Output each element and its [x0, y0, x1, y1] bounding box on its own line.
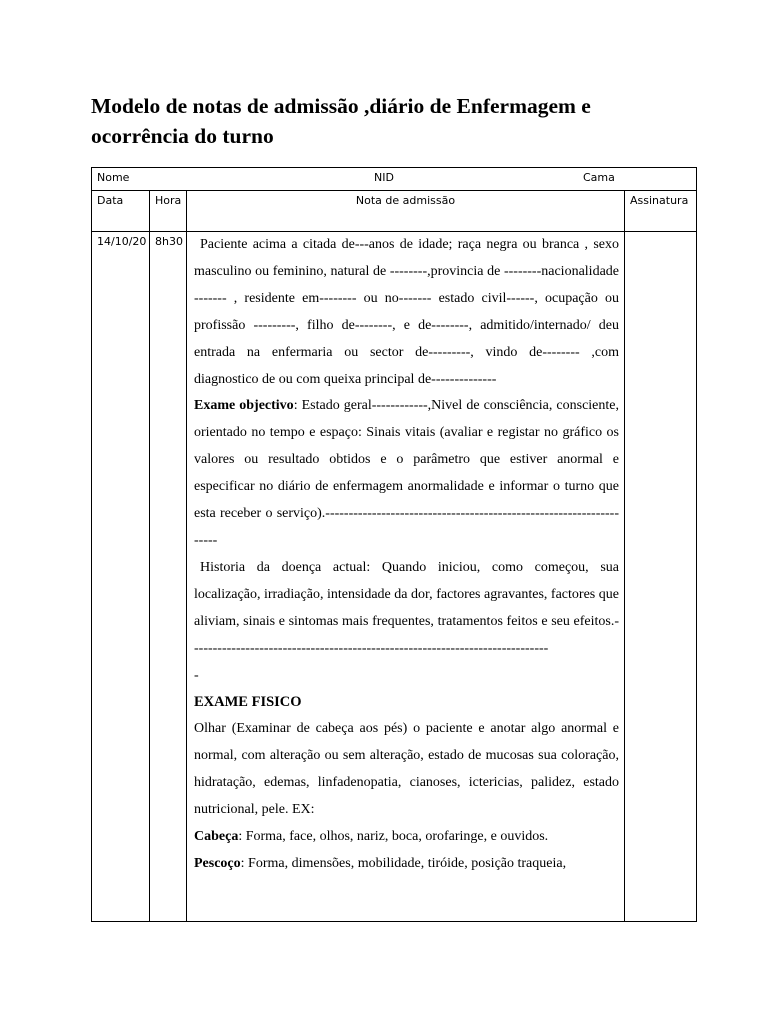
hora-column-header: Hora: [150, 191, 187, 232]
patient-header-cell: [92, 168, 697, 191]
cabeca-text: : Forma, face, olhos, nariz, boca, orofaringe, e ouvidos.: [238, 828, 549, 844]
patient-description: Paciente acima a citada de---anos de idade; raça negra ou branca , sexo masculino ou feminino, natural de --------,provincia de --------nacionalidade ------- , residente em-------- ou no------- estado civil------, ocupação ou profissão ---------, filho de--------, e de--------, admitido/internado/ deu entrada na enfermaria ou sector de---------, vindo de-------- ,com diagnostico de ou com queixa principal de--------------: [194, 237, 619, 387]
assinatura-column-header: Assinatura: [625, 191, 697, 232]
exame-fisico-text: Olhar (Examinar de cabeça aos pés) o paciente e anotar algo anormal e normal, com alteração ou sem alteração, estado de mucosas sua coloração, hidratação, edemas, linfadenopatia, cianoses, ictericias, palidez, estado nutricional, pele. EX:: [194, 721, 619, 818]
column-header-row: [92, 191, 697, 232]
pescoco-paragraph: [194, 851, 619, 878]
exame-objectivo-label: Exame objectivo: [194, 398, 294, 414]
cama-label: Cama: [583, 171, 615, 184]
table-row: [92, 232, 697, 922]
admission-note-cell: [187, 232, 625, 922]
nota-column-header: Nota de admissão: [187, 191, 625, 232]
cabeca-label: Cabeça: [194, 828, 239, 844]
document-title: Modelo de notas de admissão ,diário de Enfermagem e ocorrência do turno: [91, 94, 591, 148]
entry-date: 14/10/20: [92, 232, 150, 922]
historia-tail: -: [194, 667, 199, 683]
cabeca-paragraph: [194, 824, 619, 851]
exame-fisico-heading: EXAME FISICO: [194, 694, 302, 711]
nome-label: Nome: [97, 171, 130, 184]
exame-objectivo-paragraph: [194, 393, 619, 554]
nid-label: NID: [374, 171, 394, 184]
data-column-header: Data: [92, 191, 150, 232]
patient-header-row: [92, 168, 697, 191]
historia-paragraph: Historia da doença actual: Quando iniciou, como começou, sua localização, irradiação, intensidade da dor, factores agravantes, factores que aliviam, sinais e sintomas mais frequentes, tratamentos feitos e seu efeitos.-----------------------------------------------------------------------------: [194, 559, 619, 656]
signature-cell: [625, 232, 697, 922]
exame-objectivo-text: : Estado geral------------,Nivel de consciência, consciente, orientado no tempo e espaço: Sinais vitais (avaliar e registar no gráfico os valores ou resultado obtidos e o parâmetro que estiver anormal e especificar no diário de enfermagem anormalidade e informar o turno que esta receber o serviço).--------------------------------------------------------------------: [194, 398, 619, 548]
pescoco-text: : Forma, dimensões, mobilidade, tiróide, posição traqueia,: [240, 855, 567, 871]
pescoco-label: Pescoço: [194, 855, 241, 871]
entry-time: 8h30: [150, 232, 187, 922]
admission-notes-table: [91, 167, 697, 922]
